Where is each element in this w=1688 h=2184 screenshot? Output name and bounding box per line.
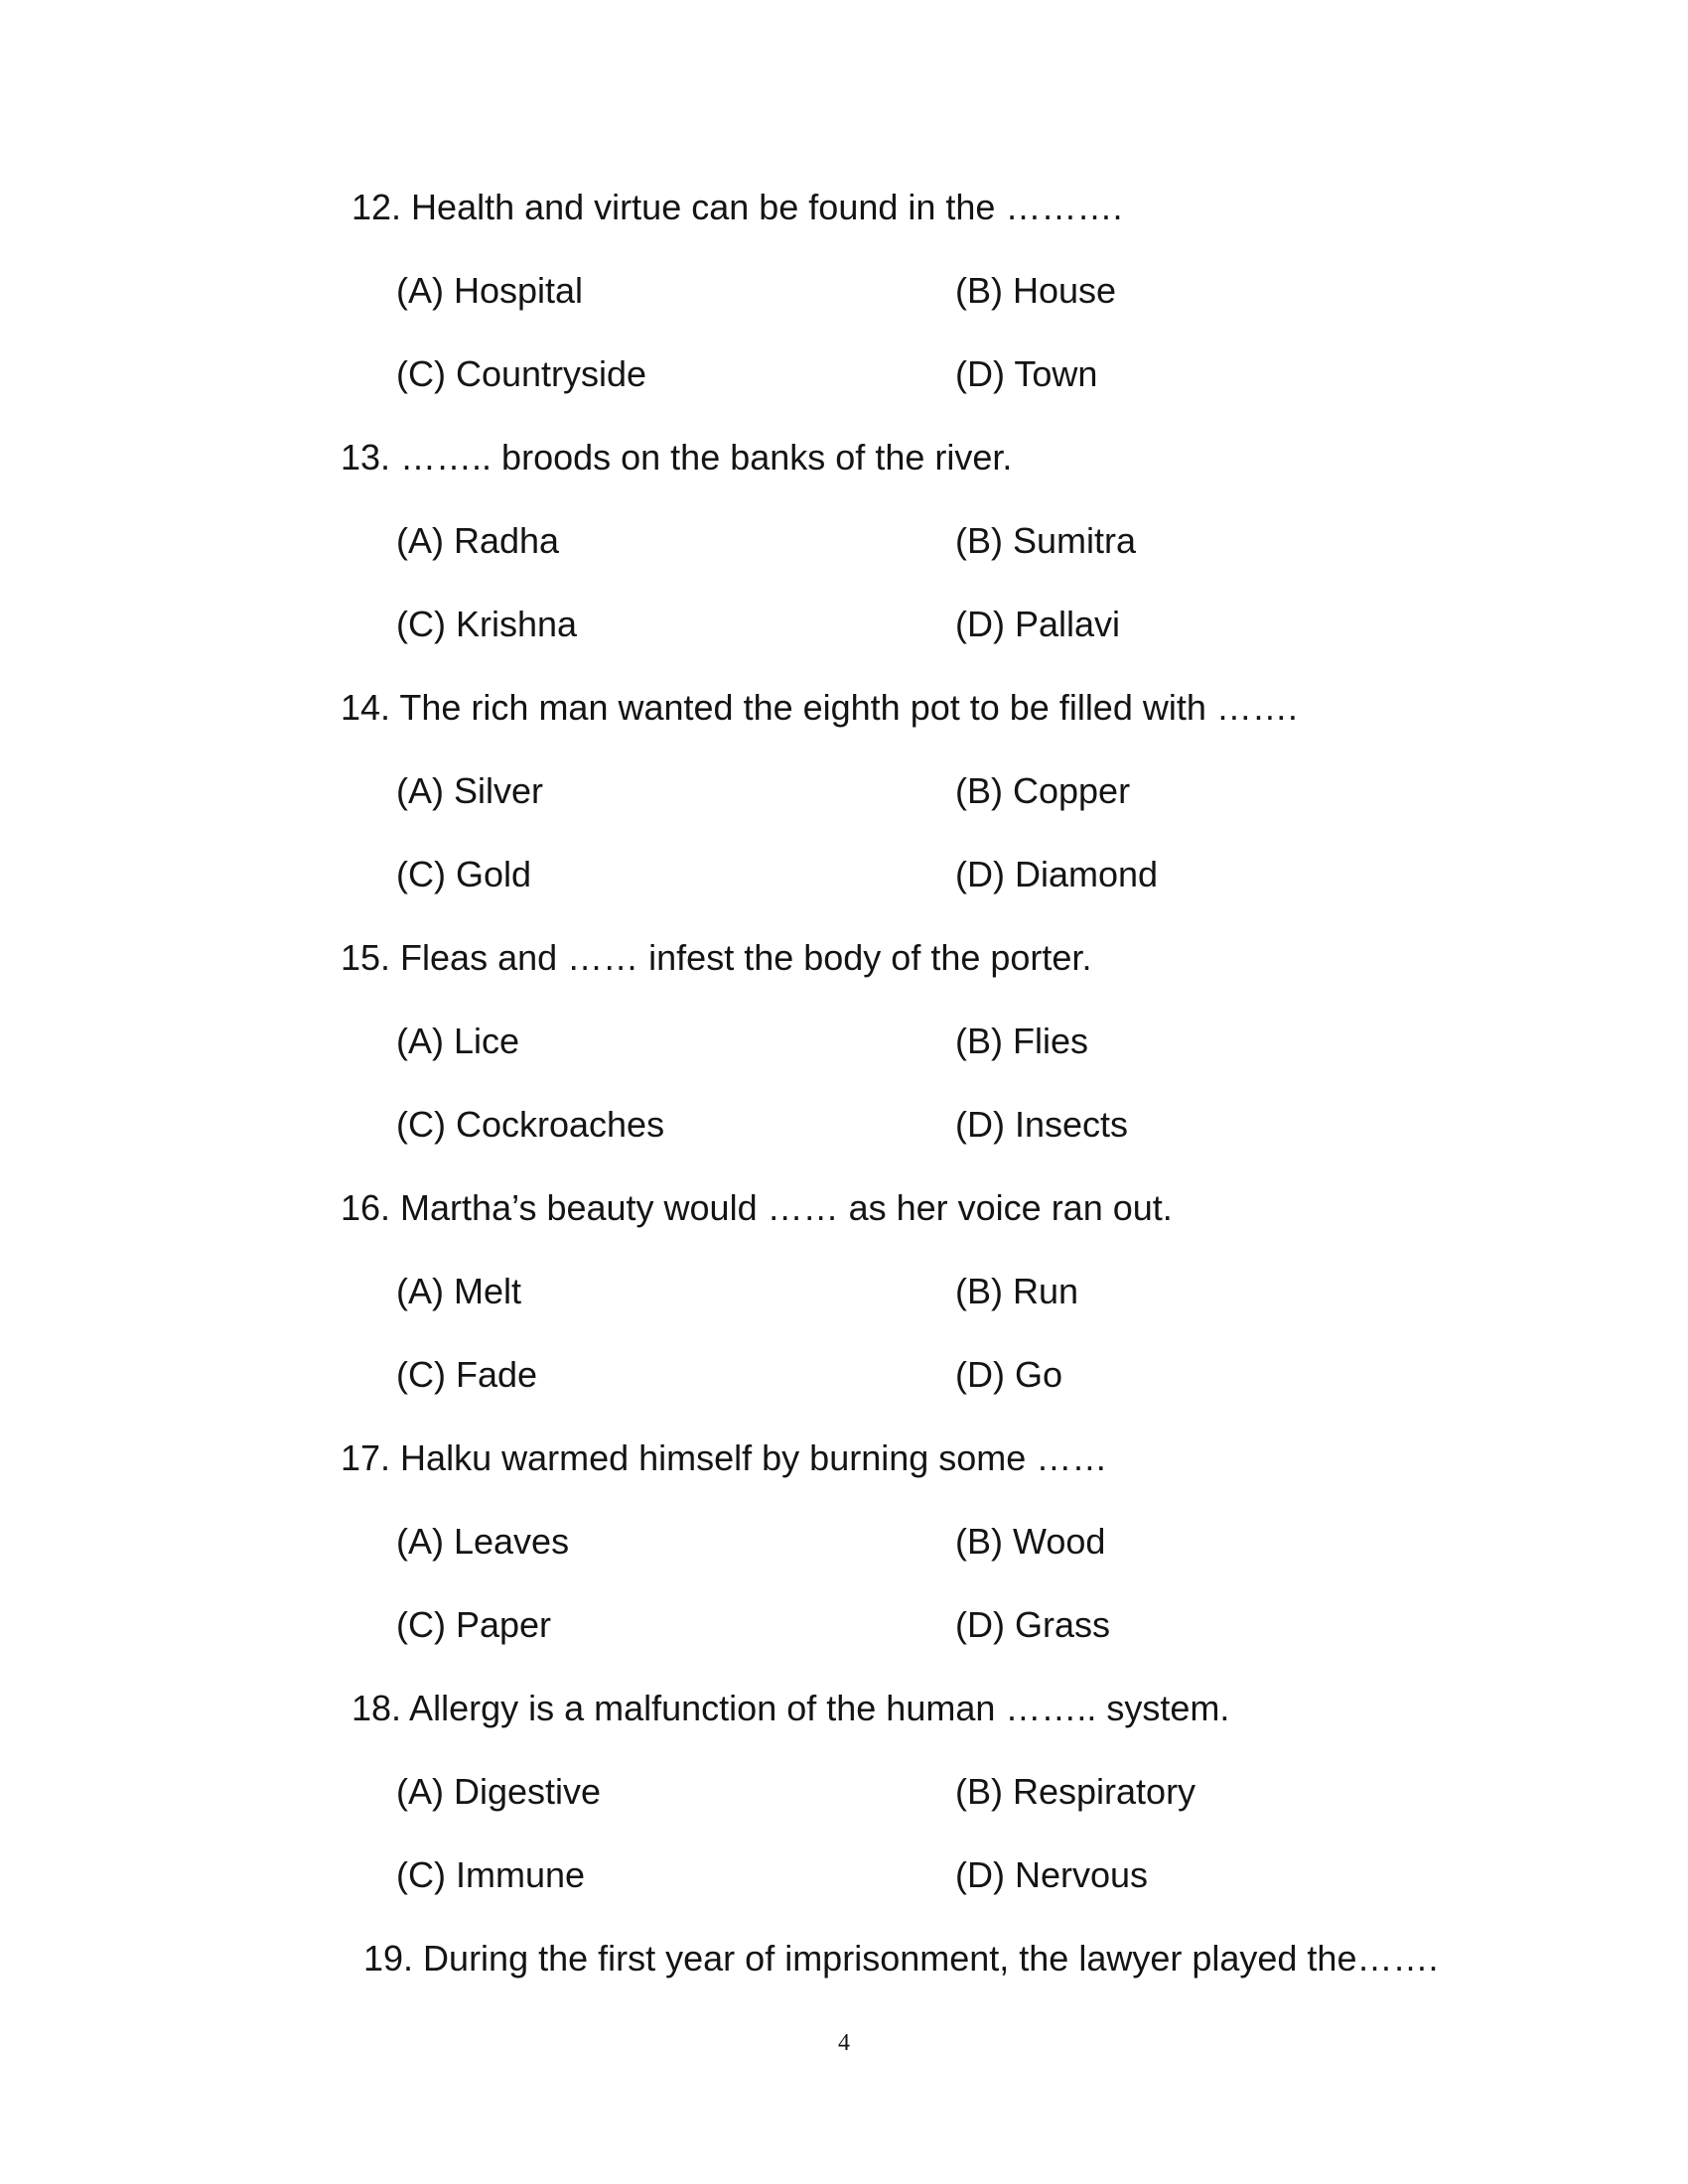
question-13-option-c: (C) Krishna (396, 604, 578, 644)
question-12-option-d: (D) Town (955, 353, 1098, 394)
question-14-option-d: (D) Diamond (955, 854, 1159, 894)
question-12-option-a: (A) Hospital (396, 270, 584, 311)
question-17-text: 17. Halku warmed himself by burning some …… (341, 1437, 1108, 1478)
question-16-option-b: (B) Run (955, 1271, 1079, 1311)
question-13-option-a: (A) Radha (396, 520, 560, 561)
question-18-option-c: (C) Immune (396, 1854, 586, 1895)
question-14-option-a: (A) Silver (396, 770, 544, 811)
question-14-text: 14. The rich man wanted the eighth pot to be filled with ……. (341, 687, 1298, 728)
question-16-option-c: (C) Fade (396, 1354, 538, 1395)
question-17-option-c: (C) Paper (396, 1604, 552, 1645)
question-16-option-d: (D) Go (955, 1354, 1062, 1395)
question-16-text: 16. Martha’s beauty would …… as her voice ran out. (341, 1187, 1173, 1228)
question-17-option-d: (D) Grass (955, 1604, 1110, 1645)
question-17-option-b: (B) Wood (955, 1521, 1106, 1562)
question-15-option-a: (A) Lice (396, 1021, 520, 1061)
question-12-option-c: (C) Countryside (396, 353, 647, 394)
question-13-option-b: (B) Sumitra (955, 520, 1137, 561)
question-15-option-d: (D) Insects (955, 1104, 1129, 1145)
question-14-option-c: (C) Gold (396, 854, 532, 894)
question-17-option-a: (A) Leaves (396, 1521, 570, 1562)
question-12-text: 12. Health and virtue can be found in the ………. (352, 187, 1123, 227)
question-15-text: 15. Fleas and …… infest the body of the porter. (341, 937, 1092, 978)
question-18-option-d: (D) Nervous (955, 1854, 1149, 1895)
question-12-option-b: (B) House (955, 270, 1117, 311)
question-14-option-b: (B) Copper (955, 770, 1131, 811)
question-19-text: 19. During the first year of imprisonment, the lawyer played the……. (363, 1938, 1439, 1979)
question-16-option-a: (A) Melt (396, 1271, 521, 1311)
page-number: 4 (838, 2030, 850, 2056)
question-15-option-c: (C) Cockroaches (396, 1104, 665, 1145)
question-18-option-b: (B) Respiratory (955, 1771, 1196, 1812)
question-13-text: 13. …….. broods on the banks of the river. (341, 437, 1013, 478)
question-15-option-b: (B) Flies (955, 1021, 1088, 1061)
question-13-option-d: (D) Pallavi (955, 604, 1121, 644)
question-18-option-a: (A) Digestive (396, 1771, 602, 1812)
question-18-text: 18. Allergy is a malfunction of the human …….. system. (352, 1688, 1230, 1728)
